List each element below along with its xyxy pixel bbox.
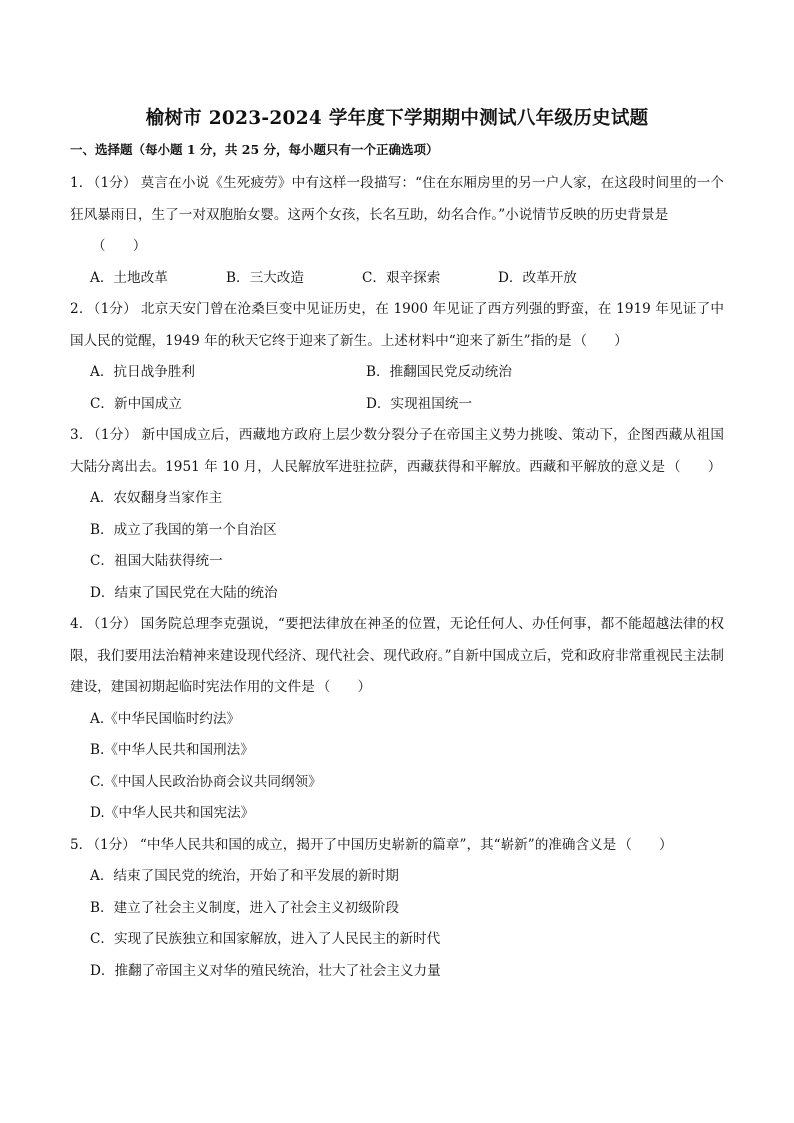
option-c: C．祖国大陆获得统一 xyxy=(90,553,223,569)
question-3 xyxy=(70,420,724,609)
answer-blank: （ ） xyxy=(667,458,722,475)
option-a: A．土地改革 xyxy=(90,269,168,286)
question-stem xyxy=(70,609,724,704)
question-1 xyxy=(70,168,724,294)
question-text: 北京天安门曾在沧桑巨变中见证历史，在 1900 年见证了西方列强的野蛮，在 1919 年见证了中国人民的觉醒，1949 年的秋天它终于迎来了新生。上述材料中“迎来了新生”指的是 xyxy=(70,301,724,349)
question-blank-line xyxy=(70,231,724,263)
answer-blank: （ ） xyxy=(92,238,147,254)
option-b: B.《中华人民共和国刑法》 xyxy=(90,742,254,758)
option-d: D．结束了国民党在大陆的统治 xyxy=(90,584,278,601)
question-number: 1． xyxy=(70,175,93,191)
option-c: C．实现了民族独立和国家解放，进入了人民民主的新时代 xyxy=(90,931,441,947)
option-b: B．成立了我国的第一个自治区 xyxy=(90,521,277,538)
option-a: A．结束了国民党的统治，开始了和平发展的新时期 xyxy=(90,868,399,884)
question-stem xyxy=(70,420,724,483)
question-stem xyxy=(70,830,724,862)
answer-blank: （ ） xyxy=(573,332,628,349)
option-d: D．改革开放 xyxy=(498,269,577,286)
options-row xyxy=(70,389,724,421)
question-stem xyxy=(70,168,724,231)
options-row xyxy=(70,263,724,295)
answer-blank: （ ） xyxy=(316,679,372,695)
question-number: 3． xyxy=(70,427,93,443)
option-d: D.《中华人民共和国宪法》 xyxy=(90,805,255,821)
options-row xyxy=(70,357,724,389)
question-text: “中华人民共和国的成立，揭开了中国历史崭新的篇章”，其“崭新”的准确含义是 xyxy=(139,836,617,853)
question-text: 新中国成立后，西藏地方政府上层少数分裂分子在帝国主义势力挑唆、策动下，企图西藏从祖国大陆分离出去。1951 年 10 月，人民解放军进驻拉萨，西藏获得和平解放。西藏和平解放的意义是 xyxy=(70,427,725,475)
question-stem xyxy=(70,294,724,357)
answer-blank: （ ） xyxy=(618,836,673,853)
question-text: 莫言在小说《生死疲劳》中有这样一段描写：“住在东厢房里的另一户人家，在这段时间里的一个狂风暴雨日，生了一对双胞胎女婴。这两个女孩，长名互助，幼名合作。”小说情节反映的历史背景是 xyxy=(70,175,724,223)
exam-title: 榆树市 2023-2024 学年度下学期期中测试八年级历史试题 xyxy=(145,108,649,129)
question-score: （1分） xyxy=(93,427,138,443)
option-c: C．艰辛探索 xyxy=(362,269,441,286)
option-c: C．新中国成立 xyxy=(90,395,182,412)
question-score: （1分） xyxy=(93,175,137,191)
question-number: 2． xyxy=(70,301,93,317)
option-b: B．推翻国民党反动统治 xyxy=(366,364,512,380)
option-d: D．实现祖国统一 xyxy=(366,395,473,412)
option-b: B．三大改造 xyxy=(226,269,304,286)
question-score: （1分） xyxy=(93,301,137,317)
question-2 xyxy=(70,294,724,420)
option-a: A．抗日战争胜利 xyxy=(90,364,195,380)
question-5 xyxy=(70,830,724,988)
option-a: A．农奴翻身当家作主 xyxy=(90,490,223,506)
option-b: B．建立了社会主义制度，进入了社会主义初级阶段 xyxy=(90,899,400,916)
question-score: （1分） xyxy=(93,616,137,632)
section-heading: 一、选择题（每小题 1 分，共 25 分，每小题只有一个正确选项） xyxy=(70,142,439,157)
question-4 xyxy=(70,609,724,830)
option-d: D．推翻了帝国主义对华的殖民统治，壮大了社会主义力量 xyxy=(90,962,441,979)
question-score: （1分） xyxy=(93,836,136,853)
option-c: C.《中国人民政治协商会议共同纲领》 xyxy=(90,773,322,790)
question-number: 5． xyxy=(70,836,93,853)
option-a: A.《中华民国临时约法》 xyxy=(90,710,241,727)
question-number: 4． xyxy=(70,616,93,632)
question-text: 国务院总理李克强说，“要把法律放在神圣的位置，无论任何人、办任何事，都不能超越法律的权限，我们要用法治精神来建设现代经济、现代社会、现代政府。”自新中国成立后，党和政府非常重视民主法制建设，建国初期起临时宪法作用的文件是 xyxy=(70,616,724,695)
